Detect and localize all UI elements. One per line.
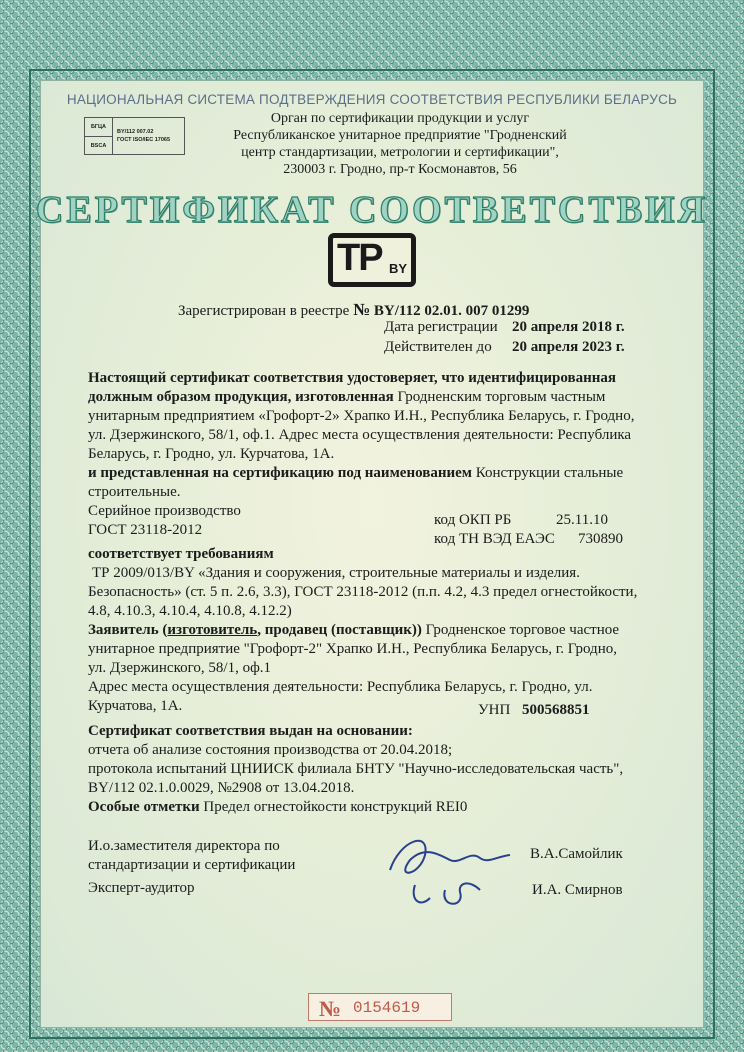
registry-num-sign: № <box>353 300 371 319</box>
applicant-line3: ул. Дзержинского, 58/1, оф.1 <box>88 660 272 676</box>
stamp-top-left: БГЦА <box>85 118 113 137</box>
registry-line <box>178 300 529 320</box>
para1-line2-bold: должным образом продукция, изготовленная <box>88 389 394 405</box>
applicant-line1-rest: Гродненское торговое частное <box>421 622 620 638</box>
applicant-line4: Адрес места осуществления деятельности: Республика Беларусь, г. Гродно, ул. <box>88 679 593 695</box>
reg-date-label: Дата регистрации <box>384 319 498 335</box>
applicant-line2: унитарное предприятие "Грофорт-2" Храпко И.Н., Республика Беларусь, г. Гродно, <box>88 641 617 657</box>
serial-number-box <box>308 993 452 1021</box>
tnved-label: код ТН ВЭД ЕАЭС <box>434 531 555 547</box>
gost-standard: ГОСТ 23118-2012 <box>88 522 203 538</box>
organ-line: 230003 г. Гродно, пр-т Космонавтов, 56 <box>283 162 517 177</box>
requirements-line3: 4.8, 4.10.3, 4.10.4, 4.10.8, 4.12.2) <box>88 603 292 619</box>
basis-line1: отчета об анализе состояния производства от 20.04.2018; <box>88 742 453 758</box>
registry-label: Зарегистрирован в реестре <box>178 303 350 319</box>
valid-until-value: 20 апреля 2023 г. <box>512 339 625 355</box>
applicant-label-a: Заявитель ( <box>88 622 168 638</box>
para1-line5: Беларусь, г. Гродно, ул. Курчатова, 1А. <box>88 446 335 462</box>
stamp-line2: ГОСТ ISO/IEC 17065 <box>117 137 171 143</box>
expert-name: И.А. Смирнов <box>532 882 623 898</box>
deputy-title-line2: стандартизации и сертификации <box>88 857 296 873</box>
requirements-line1: ТР 2009/013/BY «Здания и сооружения, строительные материалы и изделия. <box>92 565 580 581</box>
serial-number: 0154619 <box>353 999 421 1017</box>
okp-value: 25.11.10 <box>556 512 608 528</box>
para1-line2-rest: Гродненским торговым частным <box>393 389 606 405</box>
para1-line3: унитарным предприятием «Грофорт-2» Храпко И.Н., Республика Беларусь, г. Гродно, <box>88 408 635 424</box>
para2-line2: строительные. <box>88 484 181 500</box>
serial-num-sign: № <box>319 996 342 1021</box>
applicant-line5: Курчатова, 1А. <box>88 698 183 714</box>
serial-production: Серийное производство <box>88 503 241 519</box>
stamp-line1: BY/112 007.02 <box>117 129 154 135</box>
applicant-label-manufacturer: изготовитель <box>167 622 258 638</box>
okp-label: код ОКП РБ <box>434 512 512 528</box>
organ-line: Орган по сертификации продукции и услуг <box>270 111 530 126</box>
tr-mark-sub: BY <box>389 261 408 276</box>
basis-line2: протокола испытаний ЦНИИСК филиала БНТУ "Научно-исследовательская часть", <box>88 761 624 777</box>
organ-line: Республиканское унитарное предприятие "Гродненский <box>233 128 567 143</box>
unp-label: УНП <box>478 702 511 718</box>
requirements-title: соответствует требованиям <box>88 546 274 562</box>
accreditation-stamp <box>84 117 185 155</box>
unp-value: 500568851 <box>522 702 590 718</box>
special-notes <box>88 799 467 816</box>
para2-rest: Конструкции стальные <box>471 465 624 481</box>
basis-line3: BY/112 02.1.0.0029, №2908 от 13.04.2018. <box>88 780 355 796</box>
para1-line1: Настоящий сертификат соответствия удостоверяет, что идентифицированная <box>88 370 617 386</box>
certification-body <box>180 110 620 178</box>
special-notes-value: Предел огнестойкости конструкций REI0 <box>199 799 468 815</box>
signature-image <box>370 820 520 920</box>
national-system-header: НАЦИОНАЛЬНАЯ СИСТЕМА ПОДТВЕРЖДЕНИЯ СООТВЕТСТВИЯ РЕСПУБЛИКИ БЕЛАРУСЬ <box>66 92 678 107</box>
para2-bold: и представленная на сертификацию под наименованием <box>88 465 472 481</box>
requirements-line2: Безопасность» (ст. 5 п. 2.6, 3.3), ГОСТ 23118-2012 (п.п. 4.2, 4.3 предел огнестойкости, <box>88 584 638 600</box>
reg-date-value: 20 апреля 2018 г. <box>512 319 625 335</box>
special-notes-label: Особые отметки <box>88 799 200 815</box>
organ-line: центр стандартизации, метрологии и сертификации", <box>241 145 559 160</box>
deputy-title-line1: И.о.заместителя директора по <box>88 838 280 854</box>
tr-mark-main: TP <box>337 237 382 279</box>
expert-title: Эксперт-аудитор <box>88 880 195 896</box>
para1-line2 <box>88 389 605 406</box>
page-title: СЕРТИФИКАТ СООТВЕТСТВИЯ <box>35 189 709 231</box>
para1-line4: ул. Дзержинского, 58/1, оф.1. Адрес места осуществления деятельности: Республика <box>88 427 632 443</box>
stamp-bottom-left: BSCA <box>85 137 113 155</box>
applicant-label-b: , продавец (поставщик)) <box>257 622 422 638</box>
basis-title: Сертификат соответствия выдан на основании: <box>88 723 413 739</box>
registry-number: BY/112 02.01. 007 01299 <box>373 303 530 319</box>
valid-until-label: Действителен до <box>384 339 492 355</box>
applicant-line1 <box>88 622 619 639</box>
deputy-name: В.А.Самойлик <box>530 846 623 862</box>
tnved-value: 730890 <box>578 531 623 547</box>
para2-line1 <box>88 465 623 482</box>
tr-by-mark <box>328 233 416 287</box>
